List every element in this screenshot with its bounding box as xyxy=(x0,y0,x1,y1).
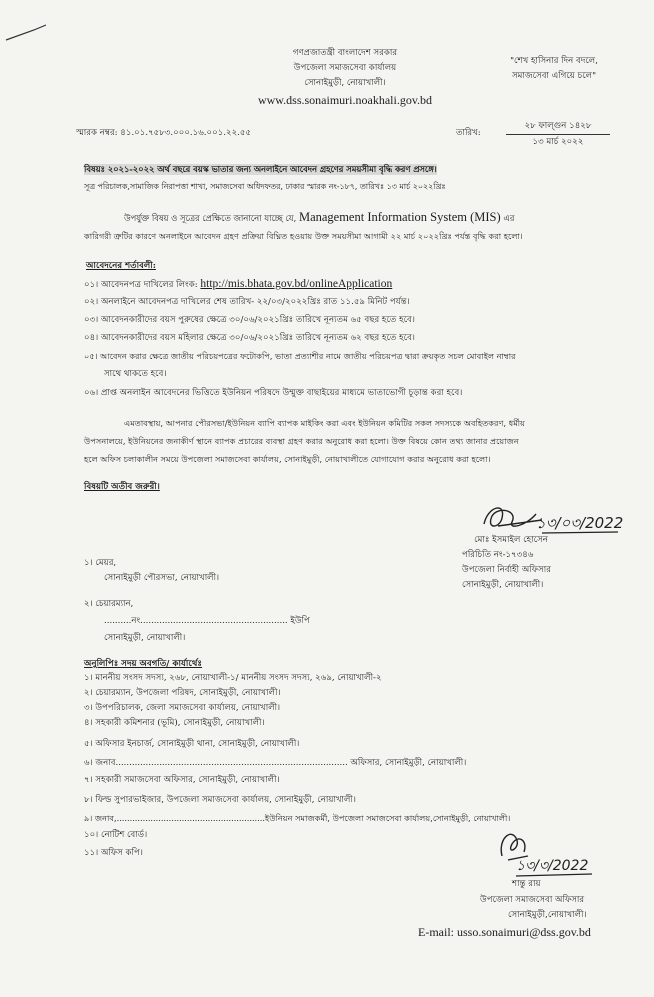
memo-number: স্মারক নম্বর: ৪১.০১.৭৫৮৩.০০০.১৬.০০১.২২.৫৫ xyxy=(76,128,252,138)
body-line-2: কারিগরী ত্রুটির কারণে অনলাইনে আবেদন গ্রহণ প্রক্রিয়া বিঘ্নিত হওয়ায় উক্ত সময়সীমা আগামী ২২ মার্চ ২০২২খ্রিঃ পর্যন্ত বৃদ্ধি করা হলো। xyxy=(84,231,523,241)
condition-1: ০১। আবেদনপত্র দাখিলের লিংক: http://mis.bhata.gov.bd/onlineApplication xyxy=(84,278,393,290)
copy-item-2: ২। চেয়ারম্যান, উপজেলা পরিষদ, সোনাইমুড়ী, নোয়াখালী। xyxy=(84,688,281,698)
condition-5-line-1: ০৫। আবেদন করার ক্ষেত্রে জাতীয় পরিচয়পত্রের ফটোকপি, ভাতা প্রত্যাশীর নামে জাতীয় পরিচয়পত্র দ্বারা ক্রয়কৃত সচল মোবাইল নাম্বার xyxy=(84,351,516,361)
copy-item-11: ১১। অফিস কপি। xyxy=(84,848,143,858)
condition-4: ০৪। আবেদনকারীদের বয়স মহিলার ক্ষেত্রে ৩০/০৬/২০২১খ্রিঃ তারিখে নূন্যতম ৬২ বছর হতে হবে। xyxy=(84,333,415,343)
copy-item-7: ৭। সহকারী সমাজসেবা অফিসার, সোনাইমুড়ী, নোয়াখালী। xyxy=(84,775,280,785)
signature-2-date: ১৩/৩/2022 xyxy=(516,858,589,874)
mis-text: Management Information System (MIS) xyxy=(298,210,501,224)
signer-2-place: সোনাইমুড়ী,নোয়াখালী। xyxy=(508,910,587,920)
slogan-line-2: সমাজসেবা এগিয়ে চলে" xyxy=(511,71,597,81)
copy-item-1: ১। মাননীয় সংসদ সদস্য, ২৬৮, নোয়াখালী-১/ মাননীয় সংসদ সদস্য, ২৬৯, নোয়াখালী-২ xyxy=(84,673,382,683)
urgent-note: বিষয়টি অতীব জরুরী। xyxy=(84,482,160,492)
recipient-2-title: ২। চেয়ারম্যান, xyxy=(84,599,134,609)
office-name: উপজেলা সমাজসেবা কার্যালয় xyxy=(293,63,397,73)
recipient-2-union: ..........নং...................................................... ইউপি xyxy=(104,616,310,626)
signer-1-name: মোঃ ইসমাইল হোসেন xyxy=(474,535,548,545)
copies-heading: অনুলিপিঃ সদয় অবগতি/ কার্যার্থেঃ xyxy=(84,659,202,669)
signer-1-id: পরিচিতি নং-১৭৩৪৬ xyxy=(462,550,534,560)
condition-2: ০২। অনলাইনে আবেদনপত্র দাখিলের শেষ তারিখ- ২২/০৩/২০২২খ্রিঃ রাত ১১.৫৯ মিনিট পর্যন্ত। xyxy=(84,297,410,307)
date-label: তারিখ: xyxy=(456,128,481,138)
signer-2-email[interactable]: E-mail: usso.sonaimuri@dss.gov.bd xyxy=(418,925,591,939)
signature-1-date: ১৩/০৩/2022 xyxy=(536,514,624,532)
slogan-line-1: "শেখ হাসিনার দিন বদলে, xyxy=(510,56,598,66)
govt-name: গণপ্রজাতন্ত্রী বাংলাদেশ সরকার xyxy=(292,48,398,58)
closing-line-2: উপসনালয়ে, ইউনিয়নের জনাকীর্ণ স্থানে ব্যাপক প্রচারের ব্যবস্থা গ্রহণ করার অনুরোধ করা হলো। উক্ত বিষয়ে কোন তথ্য জানার প্রয়োজন xyxy=(84,436,519,446)
date-bangla: ২৮ ফাল্গুন ১৪২৮ xyxy=(524,121,592,131)
subject: বিষয়ঃ ২০২১-২০২২ অর্থ বছরে বয়স্ক ভাতার জন্য অনলাইনে আবেদন গ্রহণের সময়সীমা বৃদ্ধি করণ প্রসঙ্গে। xyxy=(84,164,437,174)
copy-item-10: ১০। নোটিশ বোর্ড। xyxy=(84,830,148,840)
body-line-1: উপর্যুক্ত বিষয় ও সূত্রের প্রেক্ষিতে জানানো যাচ্ছে যে, Management Information System (MIS) এর xyxy=(124,210,515,224)
copy-item-9: ৯। জনাব,.........................................................ইউনিয়ন সমাজকর্মী, উপজেলা সমাজসেবা কার্যালয়,সোনাইমুড়ী, নোয়াখালী। xyxy=(84,813,511,823)
signer-1-title: উপজেলা নির্বাহী অফিসার xyxy=(462,565,551,575)
signer-2-name: শান্তু রায় xyxy=(512,879,541,889)
website: www.dss.sonaimuri.noakhali.gov.bd xyxy=(257,93,433,107)
copy-item-5: ৫। অফিসার ইনচার্জ, সোনাইমুড়ী থানা, সোনাইমুড়ী, নোয়াখালী। xyxy=(84,739,300,749)
date-gregorian: ১৩ মার্চ ২০২২ xyxy=(532,137,584,147)
copy-item-8: ৮। ফিল্ড সুপারভাইজার, উপজেলা সমাজসেবা কার্যালয়, সোনাইমুড়ী, নোয়াখালী। xyxy=(84,795,356,805)
reference: সূত্র পরিচালক,সামাজিক নিরাপত্তা শাখা, সমাজসেবা অধিদফতর, ঢাকার স্মারক নং-১৮৭, তারিখঃ ১৩ মার্চ ২০২২খ্রিঃ xyxy=(84,182,446,191)
recipient-1-title: ১। মেয়র, xyxy=(84,558,117,568)
signature-2-underline xyxy=(514,872,594,878)
office-location: সোনাইমুড়ী, নোয়াখালী। xyxy=(304,78,386,88)
copy-item-3: ৩। উপপরিচালক, জেলা সমাজসেবা কার্যালয়, নোয়াখালী। xyxy=(84,703,281,713)
conditions-heading: আবেদনের শর্তাবলী: xyxy=(86,261,156,271)
copy-item-4: ৪। সহকারী কমিশনার (ভূমি), সোনাইমুড়ী, নোয়াখালী। xyxy=(84,718,265,728)
closing-line-1: এমতাবস্থায়, আপনার পৌরসভা/ইউনিয়ন ব্যাপি ব্যাপক মাইকিং করা এবং ইউনিয়ন কমিটির সকল সদস্যকে অবহিতকরণ, ধর্মীয় xyxy=(124,418,525,428)
recipient-1-office: সোনাইমুড়ী পৌরসভা, নোয়াখালী। xyxy=(104,573,220,583)
signer-2-title: উপজেলা সমাজসেবা অফিসার xyxy=(480,895,585,905)
condition-6: ০৬। প্রাপ্ত অনলাইন আবেদনের ভিত্তিতে ইউনিয়ন পরিষদে উম্মুক্ত বাছাইয়ের মাধ্যমে ভাতাভোগী চূড়ান্ত করা হবে। xyxy=(84,388,463,398)
signer-1-place: সোনাইমুড়ী, নোয়াখালী। xyxy=(462,580,544,590)
copy-item-6: ৬। জনাব..................................................................................... অফিসার, সোনাইমুড়ী, নোয়াখালী। xyxy=(84,758,467,768)
margin-scribble xyxy=(4,22,48,44)
recipient-2-place: সোনাইমুড়ী, নোয়াখালী। xyxy=(104,633,186,643)
condition-3: ০৩। আবেদনকারীদের বয়স পুরুষের ক্ষেত্রে ৩০/০৬/২০২১খ্রিঃ তারিখে নূন্যতম ৬৫ বছর হতে হবে। xyxy=(84,315,415,325)
application-link[interactable]: http://mis.bhata.gov.bd/onlineApplication xyxy=(200,278,393,290)
closing-line-3: হলে অফিস চলাকালীন সময়ে উপজেলা সমাজসেবা কার্যালয়, সোনাইমুড়ী, নোয়াখালীতে যোগাযোগ করার অনুরোধ করা হলো। xyxy=(84,454,491,464)
condition-5-line-2: সাথে থাকতে হবে। xyxy=(104,369,167,379)
date-divider xyxy=(506,134,610,135)
